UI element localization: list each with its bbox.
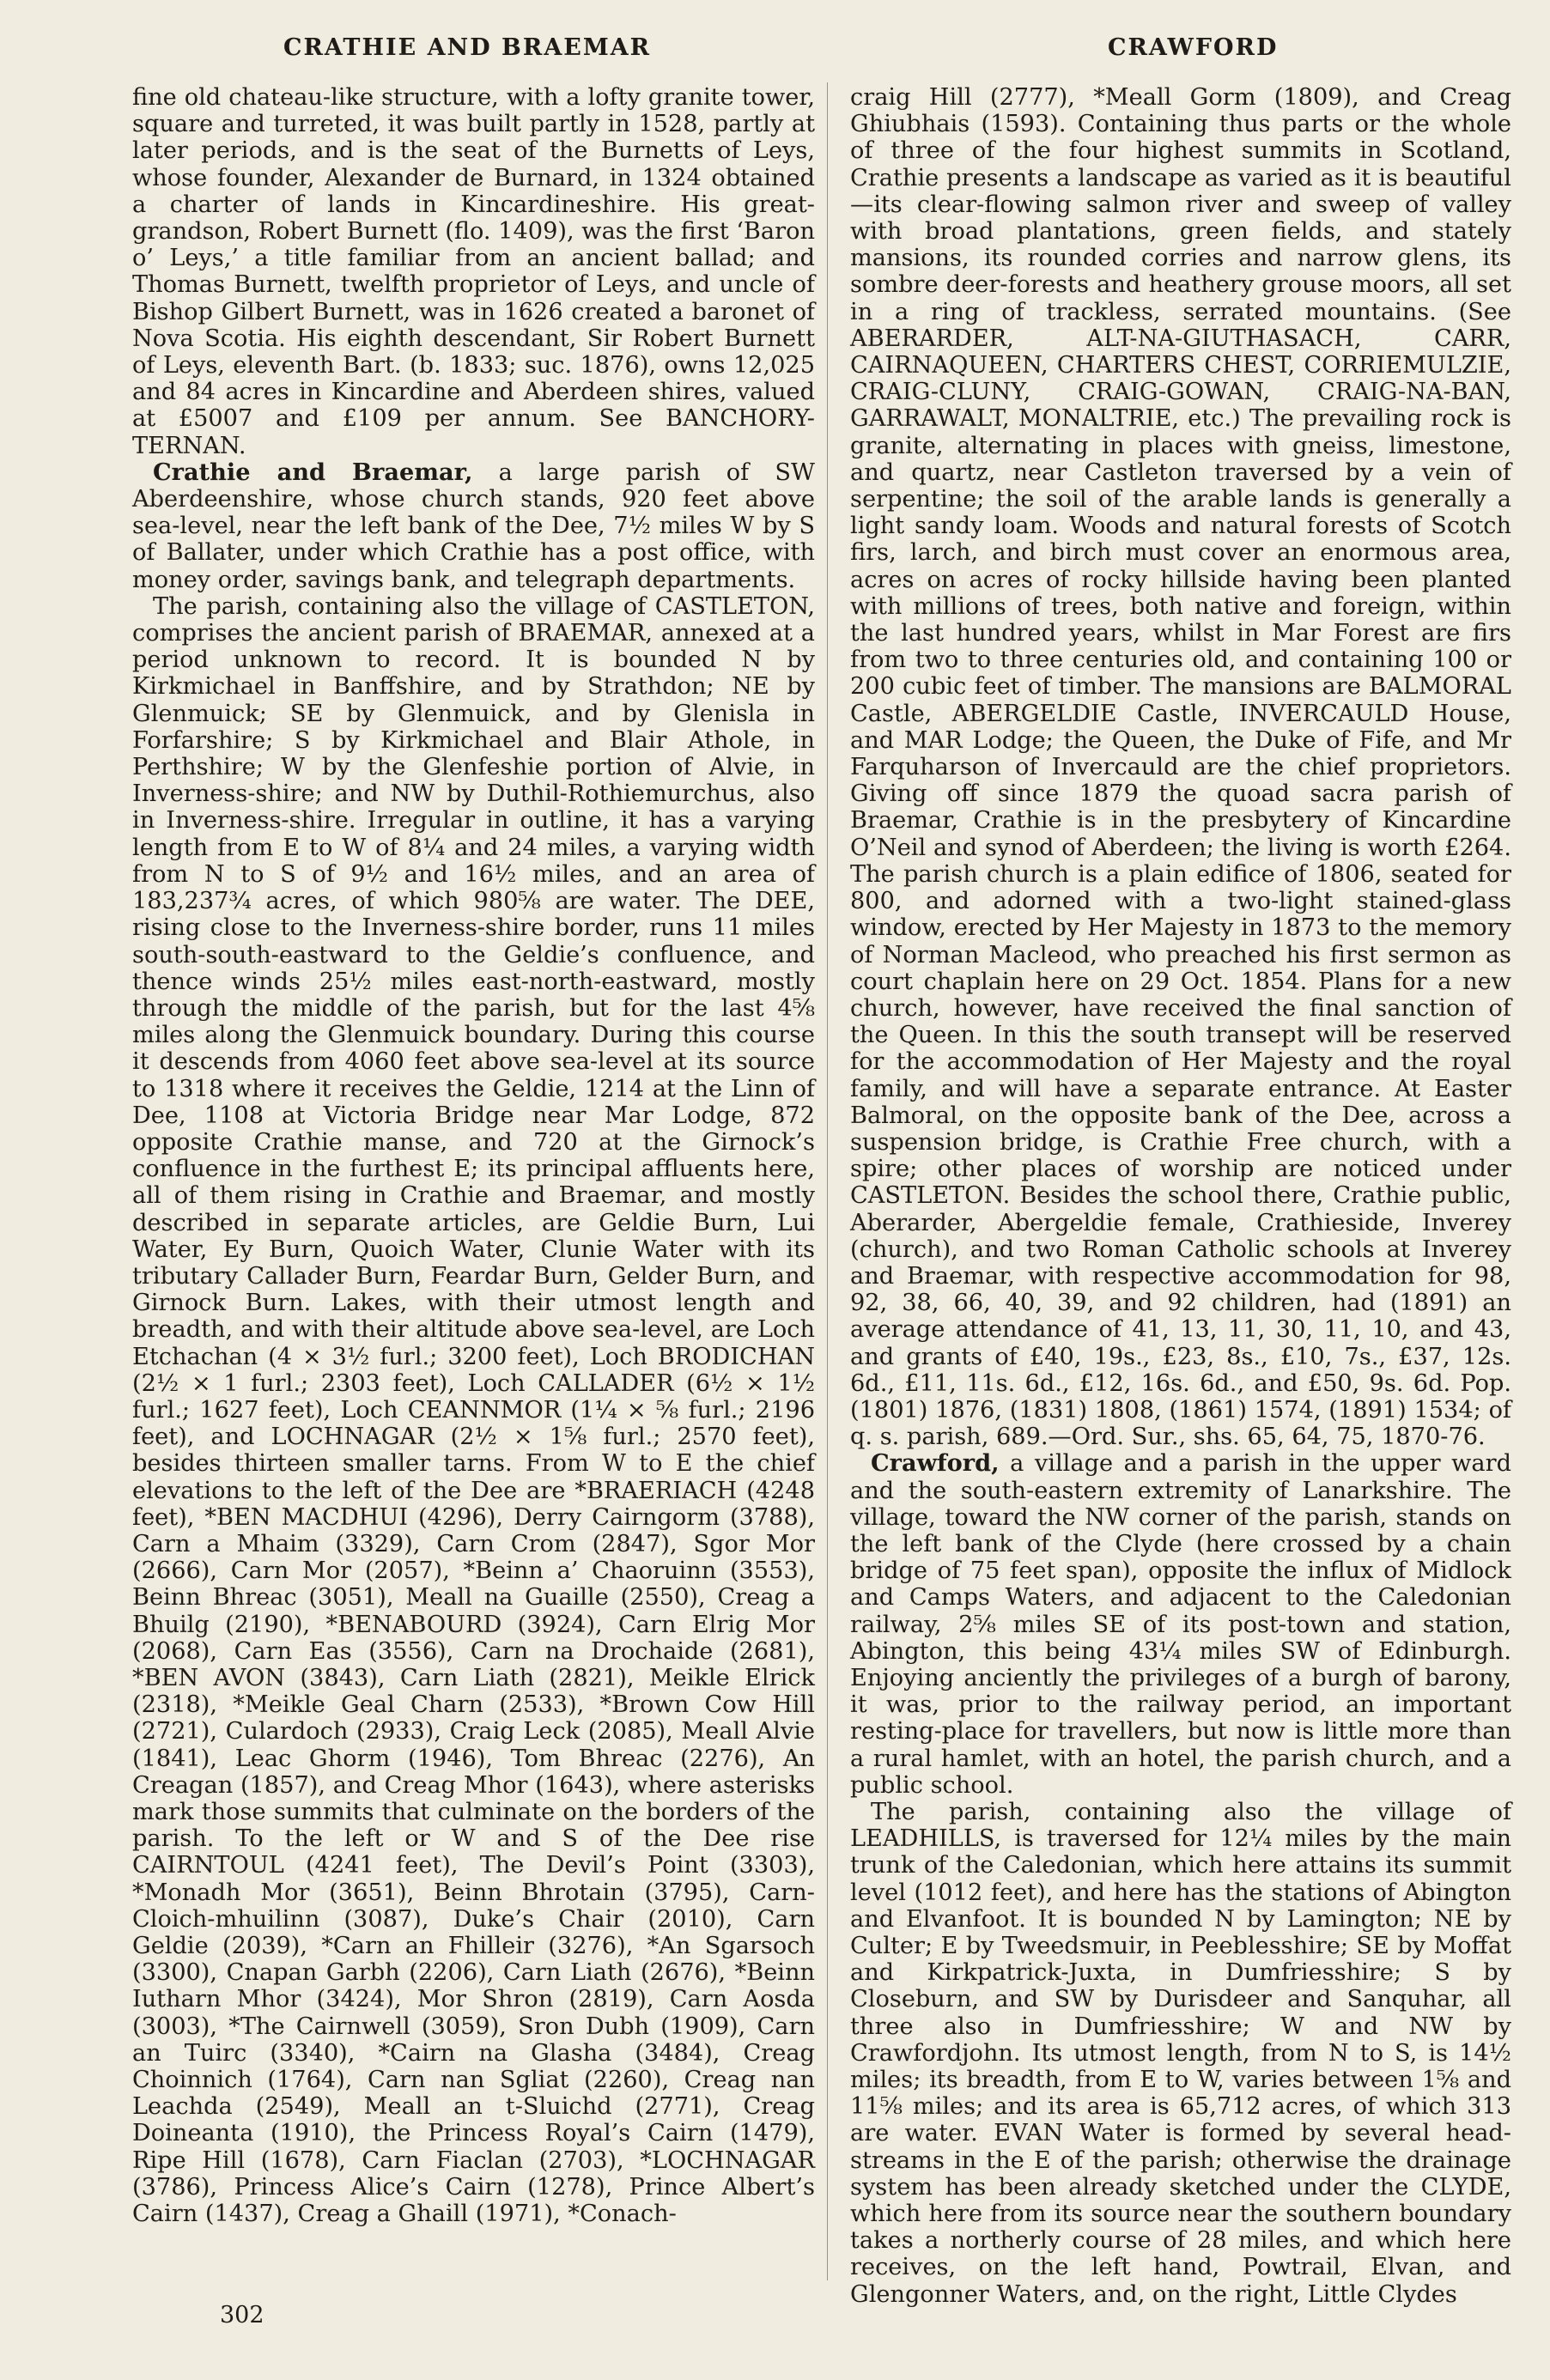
paragraph: The parish, containing also the village of LEADHILLS, is traversed for 12¼ miles by the main trunk of the Caledonian, which here attains its summit level (1012 feet), and here has the stations of Abington and Elvanfoot. It is bounded N by Lamington; NE by Culter; E by Tweedsmuir, in Peeblesshire; SE by Moffat and Kirkpatrick-Juxta, in Dumfriesshire; S by Closeburn, and SW by Durisdeer and Sanquhar, all three also in Dumfriesshire; W and NW by Crawfordjohn. Its utmost length, from N to S, is 14½ miles; its breadth, from E to W, varies between 1⅝ and 11⅝ miles; and its area is 65,712 acres, of which 313 are water. EVAN Water is formed by several head-streams in the E of the parish; otherwise the drainage system has been already sketched under the CLYDE, which here from its source near the southern boundary takes a northerly course of 28 miles, and which here receives, on the left hand, Powtrail, Elvan, and Glengonner Waters, and, on the right, Little Clydes <box>850 1799 1511 2308</box>
paragraph-continuation: fine old chateau-like structure, with a lofty granite tower, square and turreted, it was built partly in 1528, partly at later periods, and is the seat of the Burnetts of Leys, whose founder, Alexander de Burnard, in 1324 obtained a charter of lands in Kincardineshire. His great-grandson, Robert Burnett (flo. 1409), was the first ‘Baron o’ Leys,’ a title familiar from an ancient ballad; and Thomas Burnett, twelfth proprietor of Leys, and uncle of Bishop Gilbert Burnett, was in 1626 created a baronet of Nova Scotia. His eighth descendant, Sir Robert Burnett of Leys, eleventh Bart. (b. 1833; suc. 1876), owns 12,025 and 84 acres in Kincardine and Aberdeen shires, valued at £5007 and £109 per annum. See BANCHORY-TERNAN. <box>132 84 815 459</box>
headword: Crawford, <box>871 1449 1000 1478</box>
page-number: 302 <box>220 2302 264 2328</box>
entry-text: a large parish of SW Aberdeenshire, whose church stands, 920 feet above sea-level, near the left bank of the Dee, 7½ miles W by S of Ballater, under which Crathie has a post office, with money order, savings bank, and telegraph departments. <box>132 458 815 593</box>
entry-crawford <box>850 1450 1511 1799</box>
entry-text: a village and a parish in the upper ward and the south-eastern extremity of Lanarkshire. The village, toward the NW corner of the parish, stands on the left bank of the Clyde (here crossed by a chain bridge of 75 feet span), opposite the influx of Midlock and Camps Waters, and adjacent to the Caledonian railway, 2⅝ miles SE of its post-town and station, Abington, this being 43¼ miles SW of Edinburgh. Enjoying anciently the privileges of a burgh of barony, it was, prior to the railway period, an important resting-place for travellers, but now is little more than a rural hamlet, with an hotel, the parish church, and a public school. <box>850 1450 1511 1799</box>
running-head-right: CRAWFORD <box>1108 34 1279 61</box>
entry-crathie-and-braemar <box>132 459 815 593</box>
paragraph: The parish, containing also the village of CASTLETON, comprises the ancient parish of BRAEMAR, annexed at a period unknown to record. It is bounded N by Kirkmichael in Banffshire, and by Strathdon; NE by Glenmuick; SE by Glenmuick, and by Glenisla in Forfarshire; S by Kirkmichael and Blair Athole, in Perthshire; W by the Glenfeshie portion of Alvie, in Inverness-shire; and NW by Duthil-Rothiemurchus, also in Inverness-shire. Irregular in outline, it has a varying length from E to W of 8¼ and 24 miles, a varying width from N to S of 9½ and 16½ miles, and an area of 183,237¾ acres, of which 980⅝ are water. The DEE, rising close to the Inverness-shire border, runs 11 miles south-south-eastward to the Geldie’s confluence, and thence winds 25½ miles east-north-eastward, mostly through the middle of the parish, but for the last 4⅝ miles along the Glenmuick boundary. During this course it descends from 4060 feet above sea-level at its source to 1318 where it receives the Geldie, 1214 at the Linn of Dee, 1108 at Victoria Bridge near Mar Lodge, 872 opposite Crathie manse, and 720 at the Girnock’s confluence in the furthest E; its principal affluents here, all of them rising in Crathie and Braemar, and mostly described in separate articles, are Geldie Burn, Lui Water, Ey Burn, Quoich Water, Clunie Water with its tributary Callader Burn, Feardar Burn, Gelder Burn, and Girnock Burn. Lakes, with their utmost length and breadth, and with their altitude above sea-level, are Loch Etchachan (4 × 3½ furl.; 3200 feet), Loch BRODICHAN (2½ × 1 furl.; 2303 feet), Loch CALLADER (6½ × 1½ furl.; 1627 feet), Loch CEANNMOR (1¼ × ⅝ furl.; 2196 feet), and LOCHNAGAR (2½ × 1⅝ furl.; 2570 feet), besides thirteen smaller tarns. From W to E the chief elevations to the left of the Dee are *BRAERIACH (4248 feet), *BEN MACDHUI (4296), Derry Cairngorm (3788), Carn a Mhaim (3329), Carn Crom (2847), Sgor Mor (2666), Carn Mor (2057), *Beinn a’ Chaoruinn (3553), Beinn Bhreac (3051), Meall na Guaille (2550), Creag a Bhuilg (2190), *BENABOURD (3924), Carn Elrig Mor (2068), Carn Eas (3556), Carn na Drochaide (2681), *BEN AVON (3843), Carn Liath (2821), Meikle Elrick (2318), *Meikle Geal Charn (2533), *Brown Cow Hill (2721), Culardoch (2933), Craig Leck (2085), Meall Alvie (1841), Leac Ghorm (1946), Tom Bhreac (2276), An Creagan (1857), and Creag Mhor (1643), where asterisks mark those summits that culminate on the borders of the parish. To the left or W and S of the Dee rise CAIRNTOUL (4241 feet), The Devil’s Point (3303), *Monadh Mor (3651), Beinn Bhrotain (3795), Carn-Cloich-mhuilinn (3087), Duke’s Chair (2010), Carn Geldie (2039), *Carn an Fhilleir (3276), *An Sgarsoch (3300), Cnapan Garbh (2206), Carn Liath (2676), *Beinn Iutharn Mhor (3424), Mor Shron (2819), Carn Aosda (3003), *The Cairnwell (3059), Sron Dubh (1909), Carn an Tuirc (3340), *Cairn na Glasha (3484), Creag Choinnich (1764), Carn nan Sgliat (2260), Creag nan Leachda (2549), Meall an t-Sluichd (2771), Creag Doineanta (1910), the Princess Royal’s Cairn (1479), Ripe Hill (1678), Carn Fiaclan (2703), *LOCHNAGAR (3786), Princess Alice’s Cairn (1278), Prince Albert’s Cairn (1437), Creag a Ghaill (1971), *Conach- <box>132 592 815 2228</box>
left-column <box>132 84 815 2282</box>
column-rule <box>827 82 828 2280</box>
running-head-left: CRATHIE AND BRAEMAR <box>283 34 652 61</box>
right-column <box>850 84 1511 2308</box>
headword: Crathie and Braemar, <box>153 458 473 486</box>
paragraph-continuation: craig Hill (2777), *Meall Gorm (1809), and Creag Ghiubhais (1593). Containing thus parts or the whole of three of the four highest summits in Scotland, Crathie presents a landscape as varied as it is beautiful—its clear-flowing salmon river and sweep of valley with broad plantations, green fields, and stately mansions, its rounded corries and narrow glens, its sombre deer-forests and heathery grouse moors, all set in a ring of trackless, serrated mountains. (See ABERARDER, ALT-NA-GIUTHASACH, CARR, CAIRNAQUEEN, CHARTERS CHEST, CORRIEMULZIE, CRAIG-CLUNY, CRAIG-GOWAN, CRAIG-NA-BAN, GARRAWALT, MONALTRIE, etc.) The prevailing rock is granite, alternating in places with gneiss, limestone, and quartz, near Castleton traversed by a vein of serpentine; the soil of the arable lands is generally a light sandy loam. Woods and natural forests of Scotch firs, larch, and birch must cover an enormous area, acres on acres of rocky hillside having been planted with millions of trees, both native and foreign, within the last hundred years, whilst in Mar Forest are firs from two to three centuries old, and containing 100 or 200 cubic feet of timber. The mansions are BALMORAL Castle, ABERGELDIE Castle, INVERCAULD House, and MAR Lodge; the Queen, the Duke of Fife, and Mr Farquharson of Invercauld are the chief proprietors. Giving off since 1879 the quoad sacra parish of Braemar, Crathie is in the presbytery of Kincardine O’Neil and synod of Aberdeen; the living is worth £264. The parish church is a plain edifice of 1806, seated for 800, and adorned with a two-light stained-glass window, erected by Her Majesty in 1873 to the memory of Norman Macleod, who preached his first sermon as court chaplain here on 29 Oct. 1854. Plans for a new church, however, have received the final sanction of the Queen. In this the south transept will be reserved for the accommodation of Her Majesty and the royal family, and will have a separate entrance. At Easter Balmoral, on the opposite bank of the Dee, across a suspension bridge, is Crathie Free church, with a spire; other places of worship are noticed under CASTLETON. Besides the school there, Crathie public, Aberarder, Abergeldie female, Crathieside, Inverey (church), and two Roman Catholic schools at Inverey and Braemar, with respective accommodation for 98, 92, 38, 66, 40, 39, and 92 children, had (1891) an average attendance of 41, 13, 11, 30, 11, 10, and 43, and grants of £40, 19s., £23, 8s., £10, 7s., £37, 12s. 6d., £11, 11s. 6d., £12, 16s. 6d., and £50, 9s. 6d. Pop. (1801) 1876, (1831) 1808, (1861) 1574, (1891) 1534; of q. s. parish, 689.—Ord. Sur., shs. 65, 64, 75, 1870-76. <box>850 84 1511 1451</box>
